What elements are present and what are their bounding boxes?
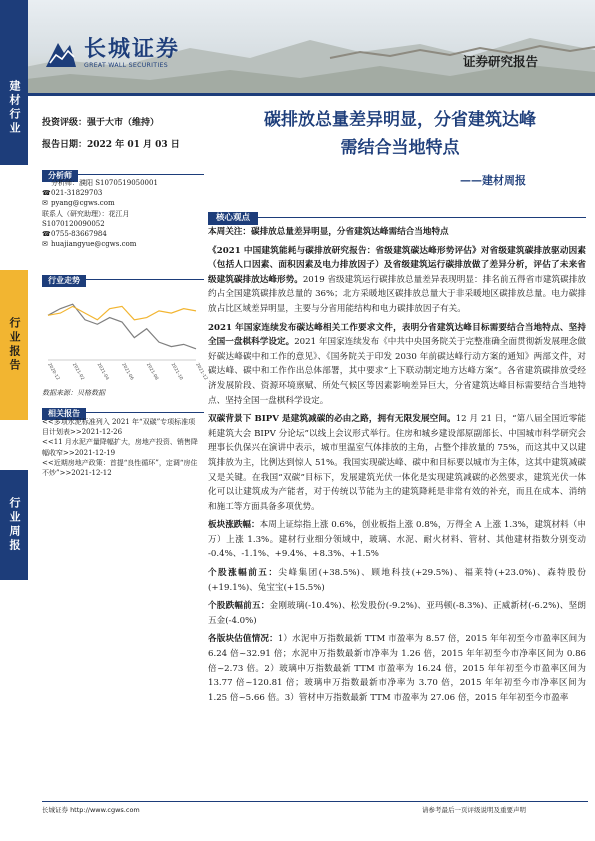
sidebar-industry-label: 建材行业 [8, 80, 21, 136]
paragraph-lead: 各版块估值情况： [208, 634, 278, 645]
focus-label: 本周关注： [208, 227, 251, 237]
paragraph-lead: 板块涨跌幅： [208, 520, 260, 531]
report-series-tag: ——建材周报 [460, 174, 526, 187]
body-paragraph [208, 566, 586, 595]
related-reports-list [42, 417, 202, 478]
related-section-title: 相关报告 [42, 408, 86, 420]
analyst-email[interactable]: huajiangyue@cgws.com [51, 240, 137, 249]
x-tick-label: 2020-12 [46, 362, 61, 382]
report-title [215, 106, 585, 162]
analyst-line [42, 229, 202, 239]
sidebar-industry-tag [0, 0, 28, 165]
analyst-email[interactable]: pyang@cgws.com [51, 199, 115, 208]
focus-paragraph [208, 225, 586, 240]
paragraph-text: 尖峰集团(+38.5%)、顾地科技(+29.5%)、福莱特(+23.0%)、森特股份(+19.1%)、兔宝宝(+15.5%) [208, 568, 586, 593]
body-paragraph [208, 599, 586, 628]
footer-website[interactable]: 长城证券 http://www.cgws.com [42, 806, 140, 814]
x-tick-label: 2021-12 [194, 362, 209, 382]
related-report-link[interactable]: <<多项水泥标准列入 2021 年“双碳”专项标准项目计划表>>2021-12-26 [42, 418, 196, 437]
report-title-line-1: 碳排放总量差异明显，分省建筑达峰 [264, 110, 536, 130]
mail-icon: ✉ [42, 199, 48, 208]
header-divider [0, 93, 595, 96]
paragraph-text: 2021 年国家连续发布《中共中央国务院关于完整准确全面贯彻新发展理念做好碳达峰碳中和工作的意见》、《国务院关于印发 2030 年前碳达峰行动方案的通知》两部文件，对碳达峰、碳中和工作作出总体部署，其中要求“上下联动制定地方达峰方案”。各省建筑碳排放受经济发展阶段、资源环境禀赋、所处气候区等因素影响差异巨大，分省建筑达峰目标需要结合当地特点、坚持全国一盘棋科学设定。 [208, 337, 586, 406]
report-date [42, 137, 180, 150]
report-title-line-2: 需结合当地特点 [340, 138, 460, 158]
brand-name-cn: 长城证券 [84, 37, 181, 62]
analyst-line[interactable] [42, 198, 202, 208]
body-paragraph [208, 244, 586, 317]
analyst-line [42, 219, 202, 229]
x-tick-label: 2021-04 [95, 362, 110, 382]
sidebar-weekly-label: 行业周报 [8, 497, 21, 553]
sidebar-report-label: 行业报告 [8, 317, 21, 373]
analyst-line-text: 021-31829703 [51, 189, 103, 198]
paragraph-lead: 2021 年国家连续发布碳达峰相关工作要求文件，表明分省建筑达峰目标需要结合当地特点、坚持全国一盘棋科学设定。 [208, 322, 586, 348]
footer-disclaimer: 请参考最后一页评级说明及重要声明 [422, 806, 526, 814]
series-line-2 [48, 306, 196, 319]
paragraph-text: 金刚玻璃(-10.4%)、松发股份(-9.2%)、亚玛顿(-8.3%)、正威新材(-6.2%)、坚朗五金(-4.0%) [208, 601, 586, 626]
analyst-line[interactable] [42, 239, 202, 249]
document-type-label: 证券研究报告 [463, 54, 539, 69]
paragraph-lead: 个股跌幅前五： [208, 601, 270, 612]
body-paragraph [208, 632, 586, 705]
related-section-header [42, 401, 204, 418]
sidebar-weekly-tag [0, 470, 28, 580]
trend-section-title: 行业走势 [42, 275, 86, 287]
rating-label: 投资评级： [42, 118, 88, 128]
analyst-line [42, 209, 202, 219]
phone-icon: ☎ [42, 230, 51, 239]
body-paragraph [208, 518, 586, 562]
trend-chart-svg [42, 287, 209, 382]
analyst-line-text: 分析师：濮阳 S1070519050001 [51, 179, 158, 187]
report-header [0, 0, 595, 97]
analyst-line [42, 188, 202, 198]
report-body [208, 225, 586, 709]
paragraph-text: 1）水泥申万指数最新 TTM 市盈率为 8.57 倍，2015 年年初至今市盈率区间为 6.24 倍~32.91 倍；水泥申万指数最新市净率为 1.26 倍，2015 年年初至今市净率区间为 0.86 倍~2.73 倍。2）玻璃申万指数最新 TTM 市盈率为 16.24 倍，2015 年年初至今市盈率区间为 13.77 倍~120.81 倍；玻璃申万指数最新市净率为 3.70 倍，2015 年年初至今市净率区间为 1.25 倍~5.66 倍。3）管材申万指数最新 TTM 市盈率为 27.06 倍，2015 年年初至今市盈率 [208, 634, 586, 703]
x-tick-label: 2021-10 [169, 362, 184, 382]
x-tick-label: 2021-02 [70, 362, 85, 382]
analyst-section-header [42, 163, 204, 180]
related-report-link[interactable]: <<11 月水泥产量降幅扩大，房地产投资、销售降幅收窄>>2021-12-19 [42, 438, 198, 457]
brand-logo [44, 38, 180, 70]
mail-icon: ✉ [42, 240, 48, 249]
brand-name-en: GREAT WALL SECURITIES [84, 62, 168, 69]
rating-value: 强于大市（维持） [87, 118, 160, 128]
paragraph-text: 12 月 21 日，“第八届全国近零能耗建筑大会 BIPV 分论坛”以线上会议形式举行。住房和城乡建设部原副部长、中国城市科学研究会理事长仇保兴在演讲中表示，城市里温室气体排放的主角，占整个排放量的 75%，而这其中又以建筑排放为主，比例达到惊人 51%。我国实现碳达峰、碳中和目标要以城市为主体，这其中建筑减碳又是关键。在我国“双碳”目标下，发展建筑光伏一体化是实现建筑减碳的必然要求，建筑光伏一体化可以让建筑成为产能者，对于传统以节能为主的建筑降耗是非常有效的补充，而且在成本、消纳和施工等方面具备多项优势。 [208, 414, 586, 512]
analyst-line [42, 178, 202, 188]
paragraph-text: 2019 省级建筑运行碳排放总量差异表现明显：排名前五得省市建筑碳排放约占全国建筑碳排放总量的 36%；北方采暖地区碳排放总量大于非采暖地区碳排放总量。电力碳排放占比区域差异明显，主要与分省用能结构和电力碳排放因子有关。 [208, 274, 586, 314]
series-line-1 [48, 304, 196, 349]
industry-trend-chart [42, 287, 209, 382]
paragraph-lead: 《2021 中国建筑能耗与碳排放研究报告：省级建筑碳达峰形势评估》对省级建筑碳排放驱动因素（包括人口因素、面积因素及电力排放因子）及省级建筑运行碳排放做了差异分析，评估了未来省级建筑碳排放达峰形势。 [208, 245, 586, 285]
trend-section-header [42, 268, 204, 285]
phone-icon: ☎ [42, 189, 51, 198]
date-label: 报告日期： [42, 140, 88, 150]
focus-text: 碳排放总量差异明显，分省建筑达峰需结合当地特点 [250, 227, 449, 237]
body-paragraph [208, 412, 586, 514]
sidebar-report-tag [0, 270, 28, 420]
footer-divider [42, 801, 588, 802]
core-view-title: 核心观点 [208, 212, 258, 225]
chart-source: 数据来源：贝格数据 [42, 389, 105, 397]
analyst-line-text: S1070120090052 [42, 219, 105, 228]
great-wall-logo-icon [44, 39, 78, 69]
x-tick-label: 2021-08 [144, 362, 159, 382]
x-tick-label: 2021-06 [120, 362, 135, 382]
paragraph-lead: 双碳背景下 BIPV 是建筑减碳的必由之路，拥有无限发展空间。 [208, 414, 456, 425]
analyst-line-text: 联系人（研究助理）：花江月 [42, 209, 130, 218]
related-report-link[interactable]: <<近期房地产政策：首提“良性循环”，定调“房住不炒”>>2021-12-12 [42, 458, 198, 478]
core-view-header [208, 205, 586, 223]
analyst-line-text: 0755-83667984 [51, 230, 107, 239]
paragraph-text: 本周上证综指上涨 0.6%，创业板指上涨 0.8%，万得全 A 上涨 1.3%，建筑材料（申万）上涨 1.3%。建材行业细分领域中，玻璃、水泥、耐火材料、管材、其他建材指数分别变动 -0.4%、-1.1%、+9.4%、+8.3%、+1.5% [208, 520, 586, 560]
investment-rating [42, 115, 159, 128]
analyst-section-title: 分析师 [42, 170, 78, 182]
paragraph-lead: 个股涨幅前五： [208, 568, 279, 579]
left-sidebar [0, 0, 28, 841]
body-paragraph [208, 321, 586, 409]
analyst-list [42, 178, 202, 249]
date-value: 2022 年 01 月 03 日 [87, 140, 180, 150]
